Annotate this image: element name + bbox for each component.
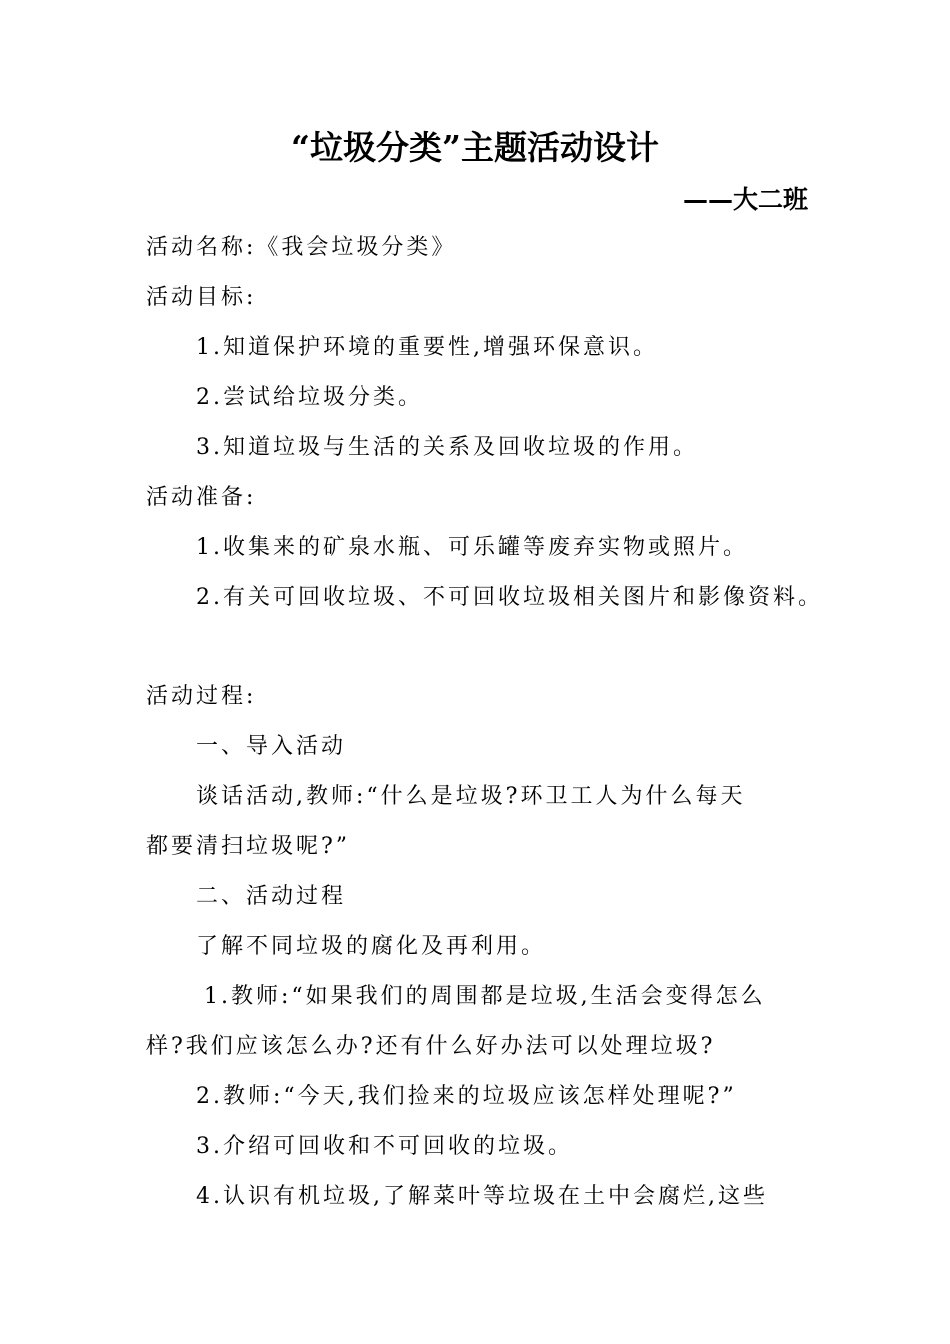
paragraph-line: 样?我们应该怎么办?还有什么好办法可以处理垃圾? bbox=[146, 1034, 716, 1059]
class-name: ——大二班 bbox=[682, 185, 808, 214]
paragraph-line: 1.教师:“如果我们的周围都是垃圾,生活会变得怎么 bbox=[204, 984, 766, 1009]
goal-item-2: 2.尝试给垃圾分类。 bbox=[196, 385, 423, 410]
activity-goals-heading: 活动目标: bbox=[146, 285, 257, 310]
activity-prep-heading: 活动准备: bbox=[146, 485, 257, 510]
paragraph-line: 4.认识有机垃圾,了解菜叶等垃圾在土中会腐烂,这些 bbox=[196, 1184, 768, 1209]
activity-name-line: 活动名称:《我会垃圾分类》 bbox=[146, 235, 457, 260]
document-title: “垃圾分类”主题活动设计 bbox=[291, 128, 659, 167]
paragraph-line: 了解不同垃圾的腐化及再利用。 bbox=[196, 934, 547, 959]
paragraph-line: 2.教师:“今天,我们捡来的垃圾应该怎样处理呢?” bbox=[196, 1084, 737, 1109]
section-2-heading: 二、活动过程 bbox=[196, 884, 347, 909]
activity-process-heading: 活动过程: bbox=[146, 684, 257, 709]
prep-item-2: 2.有关可回收垃圾、不可回收垃圾相关图片和影像资料。 bbox=[196, 585, 823, 610]
goal-item-3: 3.知道垃圾与生活的关系及回收垃圾的作用。 bbox=[196, 435, 698, 460]
section-1-heading: 一、导入活动 bbox=[196, 734, 347, 759]
paragraph-line: 都要清扫垃圾呢?” bbox=[146, 834, 351, 859]
paragraph-line: 3.介绍可回收和不可回收的垃圾。 bbox=[196, 1134, 573, 1159]
goal-item-1: 1.知道保护环境的重要性,增强环保意识。 bbox=[196, 335, 658, 360]
paragraph-line: 谈话活动,教师:“什么是垃圾?环卫工人为什么每天 bbox=[196, 784, 746, 809]
prep-item-1: 1.收集来的矿泉水瓶、可乐罐等废弃实物或照片。 bbox=[196, 535, 748, 560]
